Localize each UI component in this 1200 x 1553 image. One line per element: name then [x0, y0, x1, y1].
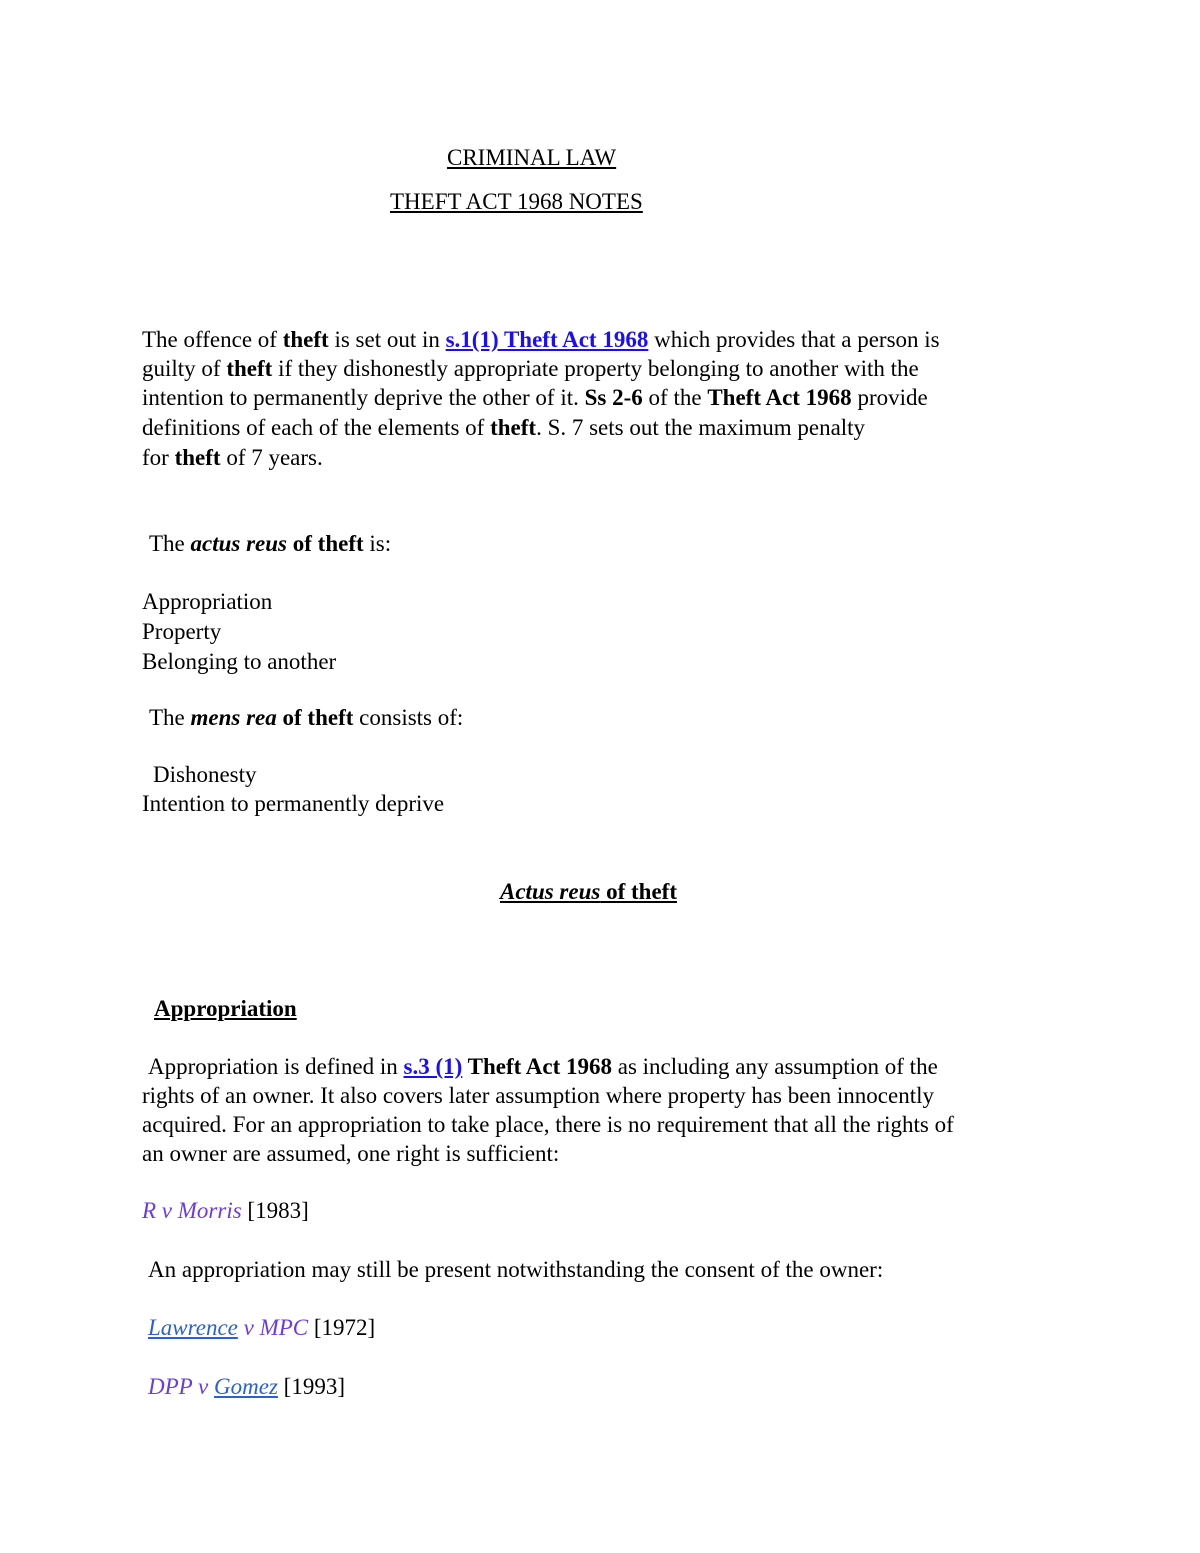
case-gomez-link[interactable]: Gomez — [214, 1374, 278, 1399]
intro-line-2: guilty of theft if they dishonestly appropriate property belonging to another with the — [142, 356, 919, 381]
consent-line: An appropriation may still be present notwithstanding the consent of the owner: — [148, 1257, 884, 1282]
appropriation-line-3: acquired. For an appropriation to take place, there is no requirement that all the rights of — [142, 1112, 954, 1137]
intro-line-4: definitions of each of the elements of theft. S. 7 sets out the maximum penalty — [142, 415, 866, 440]
actus-reus-section-heading: Actus reus of theft — [500, 879, 677, 904]
actus-reus-intro: The actus reus of theft is: — [149, 531, 392, 556]
intro-line-1: The offence of theft is set out in s.1(1) Theft Act 1968 which provides that a person is — [142, 327, 940, 352]
appropriation-heading: Appropriation — [154, 996, 297, 1021]
s1-theft-act-link[interactable]: s.1(1) Theft Act 1968 — [445, 327, 649, 352]
actus-item-property: Property — [142, 619, 222, 644]
case-morris-name[interactable]: R v Morris — [142, 1198, 242, 1223]
case-gomez: DPP v Gomez [1993] — [148, 1374, 345, 1399]
document-subtitle: THEFT ACT 1968 NOTES — [390, 189, 643, 214]
case-morris: R v Morris [1983] — [142, 1198, 309, 1223]
case-lawrence: Lawrence v MPC [1972] — [148, 1315, 376, 1340]
case-lawrence-link[interactable]: Lawrence — [148, 1315, 238, 1340]
appropriation-line-1: Appropriation is defined in s.3 (1) Theft Act 1968 as including any assumption of the — [148, 1054, 938, 1079]
appropriation-line-2: rights of an owner. It also covers later assumption where property has been innocently — [142, 1083, 934, 1108]
intro-line-3: intention to permanently deprive the other of it. Ss 2-6 of the Theft Act 1968 provide — [142, 385, 928, 410]
appropriation-line-4: an owner are assumed, one right is sufficient: — [142, 1141, 560, 1166]
actus-item-appropriation: Appropriation — [142, 589, 273, 614]
document-title: CRIMINAL LAW — [447, 145, 617, 170]
intro-line-5: for theft of 7 years. — [142, 445, 323, 470]
actus-item-belonging: Belonging to another — [142, 649, 337, 674]
s3-theft-act-link[interactable]: s.3 (1) — [403, 1054, 463, 1079]
mens-item-intention: Intention to permanently deprive — [142, 791, 445, 816]
mens-rea-intro: The mens rea of theft consists of: — [149, 705, 464, 730]
mens-item-dishonesty: Dishonesty — [153, 762, 257, 787]
